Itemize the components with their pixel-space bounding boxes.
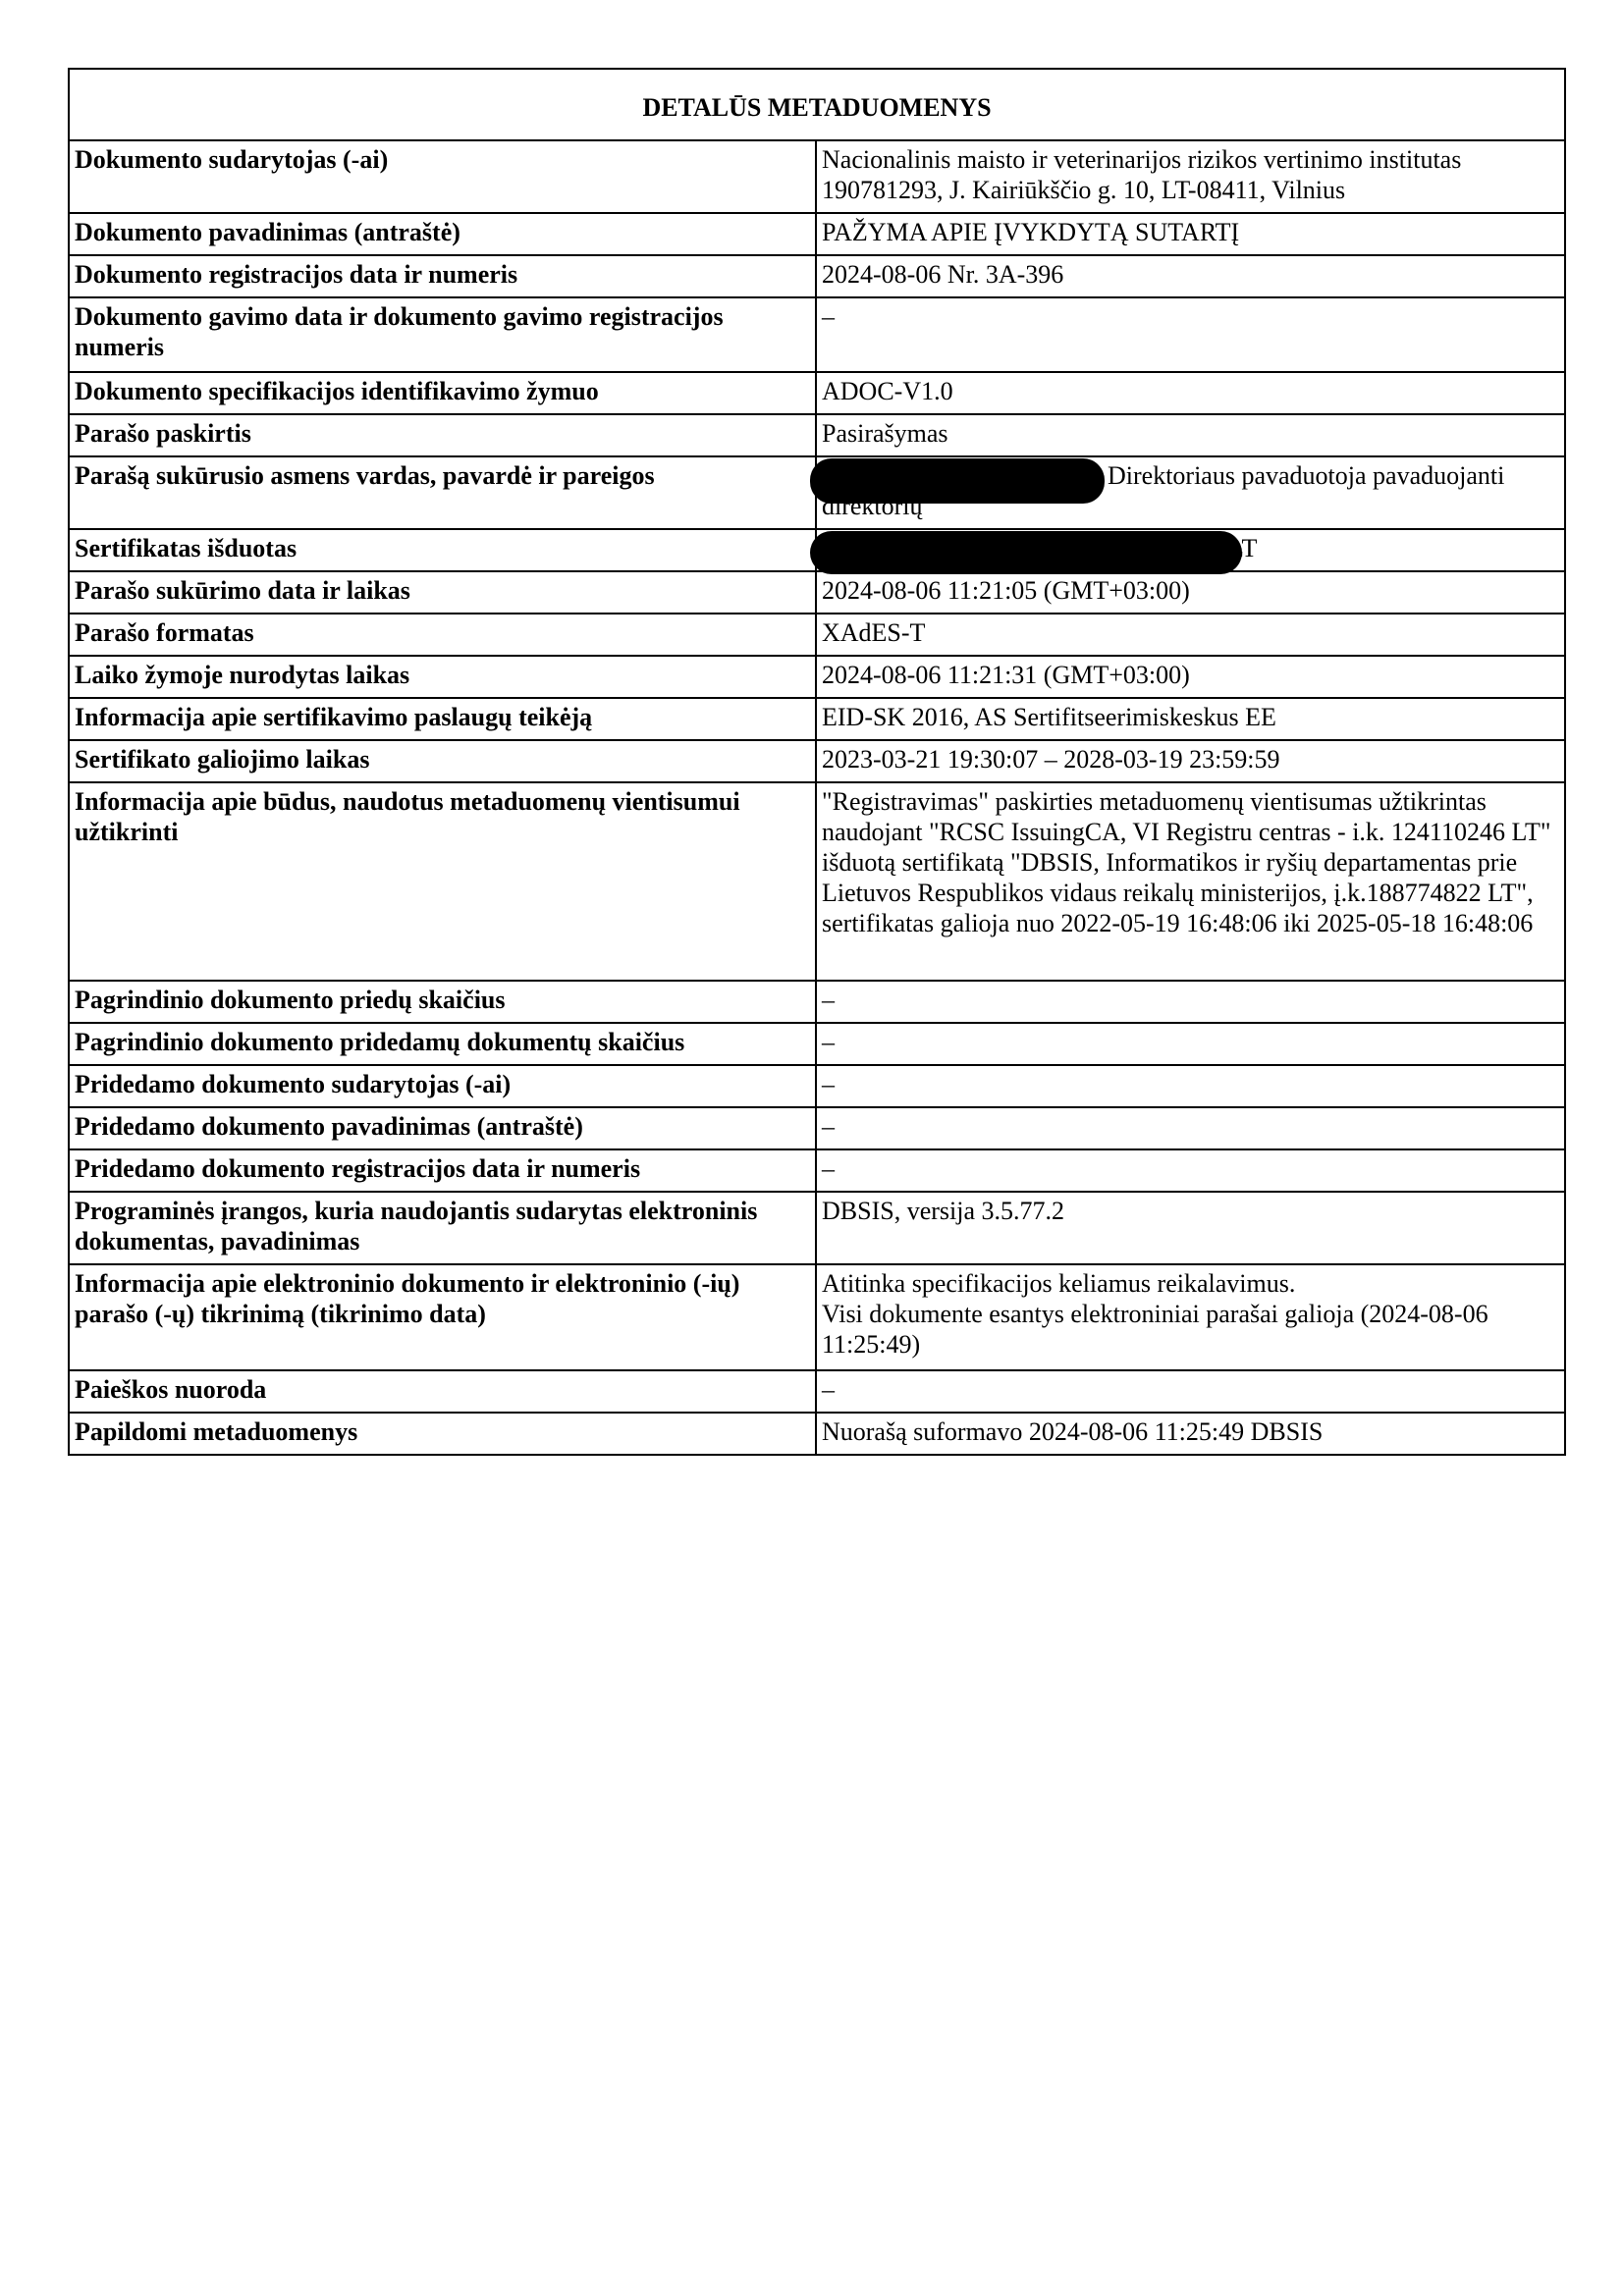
row-label: Parašo sukūrimo data ir laikas bbox=[69, 571, 816, 614]
row-value: – bbox=[816, 1107, 1565, 1149]
row-value: 2023-03-21 19:30:07 – 2028-03-19 23:59:59 bbox=[816, 740, 1565, 782]
table-row bbox=[69, 1065, 1565, 1107]
row-value: "Registravimas" paskirties metaduomenų vientisumas užtikrintas naudojant "RCSC IssuingCA, VI Registru centras - i.k. 124110246 LT" išduotą sertifikatą "DBSIS, Informatikos ir ryšių departamentas prie Lietuvos Respublikos vidaus reikalų ministerijos, į.k.188774822 LT", sertifikatas galioja nuo 2022-05-19 16:48:06 iki 2025-05-18 16:48:06 bbox=[816, 782, 1565, 981]
table-row bbox=[69, 456, 1565, 529]
row-value: Nuorašą suformavo 2024-08-06 11:25:49 DBSIS bbox=[816, 1413, 1565, 1455]
row-value: – bbox=[816, 1023, 1565, 1065]
row-label: Parašo paskirtis bbox=[69, 414, 816, 456]
row-label: Sertifikato galiojimo laikas bbox=[69, 740, 816, 782]
row-label: Laiko žymoje nurodytas laikas bbox=[69, 656, 816, 698]
verification-line-1: Atitinka specifikacijos keliamus reikalavimus. bbox=[822, 1269, 1296, 1298]
row-value: – bbox=[816, 981, 1565, 1023]
row-label: Sertifikatas išduotas bbox=[69, 529, 816, 571]
table-row bbox=[69, 297, 1565, 372]
row-label: Paieškos nuoroda bbox=[69, 1370, 816, 1413]
row-value: – bbox=[816, 1149, 1565, 1192]
table-row bbox=[69, 414, 1565, 456]
row-label: Informacija apie būdus, naudotus metaduomenų vientisumui užtikrinti bbox=[69, 782, 816, 981]
table-row bbox=[69, 1149, 1565, 1192]
table-row bbox=[69, 656, 1565, 698]
row-value: Nacionalinis maisto ir veterinarijos rizikos vertinimo institutas 190781293, J. Kairiūkščio g. 10, LT-08411, Vilnius bbox=[816, 140, 1565, 213]
table-row bbox=[69, 372, 1565, 414]
row-label: Parašą sukūrusio asmens vardas, pavardė ir pareigos bbox=[69, 456, 816, 529]
redaction-mark bbox=[810, 531, 1242, 574]
table-row bbox=[69, 782, 1565, 981]
row-value: 2024-08-06 Nr. 3A-396 bbox=[816, 255, 1565, 297]
row-value bbox=[816, 529, 1565, 571]
row-value: XAdES-T bbox=[816, 614, 1565, 656]
table-row bbox=[69, 1370, 1565, 1413]
table-row bbox=[69, 255, 1565, 297]
table-row bbox=[69, 614, 1565, 656]
table-row bbox=[69, 140, 1565, 213]
row-value bbox=[816, 456, 1565, 529]
table-row bbox=[69, 1192, 1565, 1264]
table-title-row bbox=[69, 69, 1565, 140]
table-row bbox=[69, 571, 1565, 614]
row-label: Dokumento sudarytojas (-ai) bbox=[69, 140, 816, 213]
row-label: Informacija apie sertifikavimo paslaugų teikėją bbox=[69, 698, 816, 740]
table-row bbox=[69, 1413, 1565, 1455]
row-label: Programinės įrangos, kuria naudojantis sudarytas elektroninis dokumentas, pavadinimas bbox=[69, 1192, 816, 1264]
row-value: EID-SK 2016, AS Sertifitseerimiskeskus EE bbox=[816, 698, 1565, 740]
table-row bbox=[69, 529, 1565, 571]
row-value bbox=[816, 1264, 1565, 1370]
row-label: Pridedamo dokumento sudarytojas (-ai) bbox=[69, 1065, 816, 1107]
row-label: Pagrindinio dokumento pridedamų dokumentų skaičius bbox=[69, 1023, 816, 1065]
row-value: 2024-08-06 11:21:31 (GMT+03:00) bbox=[816, 656, 1565, 698]
row-label: Pridedamo dokumento pavadinimas (antraštė) bbox=[69, 1107, 816, 1149]
row-value: – bbox=[816, 1065, 1565, 1107]
row-value: PAŽYMA APIE ĮVYKDYTĄ SUTARTĮ bbox=[816, 213, 1565, 255]
signer-position: Direktoriaus pavaduotoja pavaduojanti direktorių bbox=[822, 461, 1505, 520]
row-label: Dokumento gavimo data ir dokumento gavimo registracijos numeris bbox=[69, 297, 816, 372]
verification-line-2: Visi dokumente esantys elektroniniai parašai galioja (2024-08-06 11:25:49) bbox=[822, 1300, 1488, 1359]
table-title: DETALŪS METADUOMENYS bbox=[69, 69, 1565, 140]
row-value: – bbox=[816, 1370, 1565, 1413]
row-label: Informacija apie elektroninio dokumento ir elektroninio (-ių) parašo (-ų) tikrinimą (tikrinimo data) bbox=[69, 1264, 816, 1370]
row-value: DBSIS, versija 3.5.77.2 bbox=[816, 1192, 1565, 1264]
row-label: Parašo formatas bbox=[69, 614, 816, 656]
table-row bbox=[69, 213, 1565, 255]
row-value: Pasirašymas bbox=[816, 414, 1565, 456]
row-label: Pagrindinio dokumento priedų skaičius bbox=[69, 981, 816, 1023]
table-row bbox=[69, 1023, 1565, 1065]
row-label: Pridedamo dokumento registracijos data ir numeris bbox=[69, 1149, 816, 1192]
row-label: Dokumento specifikacijos identifikavimo žymuo bbox=[69, 372, 816, 414]
row-label: Dokumento registracijos data ir numeris bbox=[69, 255, 816, 297]
certificate-issued-suffix: LT bbox=[1228, 534, 1258, 562]
table-row bbox=[69, 981, 1565, 1023]
table-row bbox=[69, 698, 1565, 740]
row-label: Dokumento pavadinimas (antraštė) bbox=[69, 213, 816, 255]
table-row bbox=[69, 1107, 1565, 1149]
row-value: 2024-08-06 11:21:05 (GMT+03:00) bbox=[816, 571, 1565, 614]
row-value: – bbox=[816, 297, 1565, 372]
table-row bbox=[69, 740, 1565, 782]
row-value: ADOC-V1.0 bbox=[816, 372, 1565, 414]
row-label: Papildomi metaduomenys bbox=[69, 1413, 816, 1455]
table-row bbox=[69, 1264, 1565, 1370]
metadata-table bbox=[68, 68, 1566, 1456]
